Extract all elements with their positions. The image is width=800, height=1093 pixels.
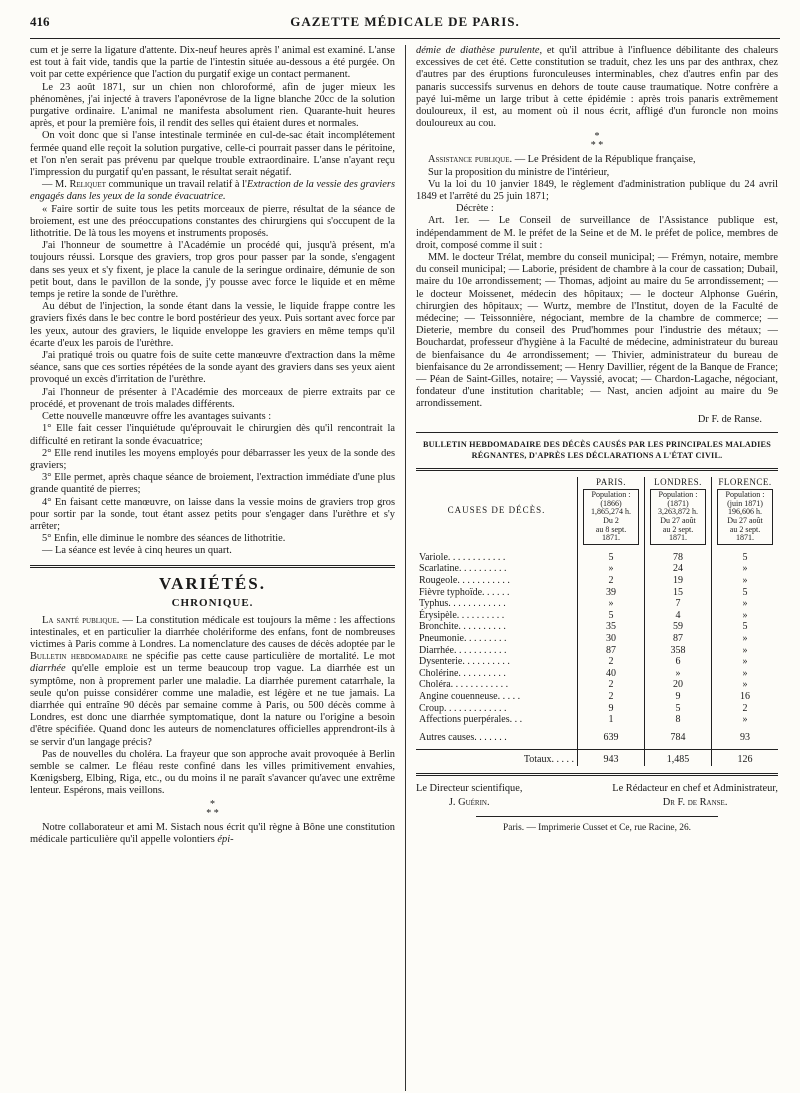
value-cell: 2 [578,575,645,587]
value-cell: 59 [645,621,712,633]
value-cell: 78 [645,552,712,564]
value-cell: » [712,656,779,668]
column-rule [405,45,406,1091]
value-cell: 2 [712,703,779,715]
asterism: * * * [590,131,604,152]
paragraph: J'ai l'honneur de soumettre à l'Académie un procédé qui, jusqu'à présent, m'a toujours réussi. Lorsque des graviers, trop gros pour passer par la sonde, s'engagent dans ses yeux et s'y fixent, je place la canule de la seringue ordinaire, démunie de son petit bout, dans le pavillon de la sonde, j'y pousse avec force le liquide et en même temps je retire la sonde de l'urèthre. [30,240,395,301]
divider [416,773,778,776]
city-header-londres: LONDRES. [645,477,712,489]
value-cell: 5 [712,621,779,633]
list-item: 1° Elle fait cesser l'inquiétude qu'éprouvait le chirurgien dès qu'il rencontrait la difficulté en retirant la sonde évacuatrice; [30,423,395,447]
table-row [416,563,778,575]
paragraph: Pas de nouvelles du choléra. La frayeur que son approche avait provoquée à Berlin semble se calmer. Le fléau reste confiné dans les villes primitivement envahies, Kœnigsberg, Elbing, Riga, etc., ou du moins il ne paraît s'avancer qu'avec une extrême lenteur. Espérons, mais veillons. [30,748,395,797]
value-cell: » [712,645,779,657]
population-cell: Population : (1871) 3,263,872 h. Du 27 août au 2 sept. 1871. [645,488,712,546]
author-name: Reliquet [69,179,106,191]
value-cell: 19 [645,575,712,587]
divider [416,468,778,471]
paragraph: Le 23 août 1871, sur un chien non chloroformé, afin de juger mieux les phénomènes, j'ai injecté à travers l'aponévrose de la ligne blanche 20cc de la solution purgative ordinaire. L'animal ne manifesta absolument rien. Quarante-huit heures après, et pour la première fois, il rendit des selles qui étaient dures et normales. [30,81,395,130]
value-cell: 6 [645,656,712,668]
table-row [416,645,778,657]
value-cell: 358 [645,645,712,657]
table-row-totaux: Totaux. . . . . 943 1,485 126 [416,750,778,766]
city-header-paris: PARIS. [578,477,645,489]
cause-cell: Angine couenneuse. . . . . [419,690,521,702]
cause-cell: Cholérine. . . . . . . . . . [419,667,506,679]
assistance-paragraph: Assistance publique. — Le Président de la République française, [428,154,696,166]
value-cell: 5 [712,587,779,599]
running-title: GAZETTE MÉDICALE DE PARIS. [290,14,520,29]
value-cell: 39 [578,587,645,599]
section-title: VARIÉTÉS. [159,573,266,593]
value-cell: » [712,679,779,691]
cause-cell: Érysipèle. . . . . . . . . . [419,609,505,621]
printer-line: Paris. — Imprimerie Cusset et Ce, rue Racine, 26. [503,822,691,833]
value-cell: » [712,563,779,575]
value-cell: 2 [578,656,645,668]
table-row [416,691,778,703]
city-header-florence: FLORENCE. [712,477,779,489]
article-title: Extraction de la vessie des graviers engagés dans les yeux de la sonde évacuatrice. [30,179,395,203]
rubric-label: Assistance publique. [428,154,513,166]
table-row [416,668,778,680]
paragraph: cum et je serre la ligature d'attente. Dix-neuf heures après l' animal est examiné. L'anse est tout à fait vide, tandis que la partie de l'intestin située au-dessous a été purgée. On voit par cette expérience que l'action du purgatif exige un contact permanent. [30,45,395,81]
causes-header: CAUSES DE DÉCÈS. [447,505,546,516]
article: Art. 1er. — Le Conseil de surveillance de l'Assistance publique est, indépendamment de M. le préfet de la Seine et de M. le préfet de police, membres de droit, composé comme il suit : [416,215,778,251]
list-item: 4° En faisant cette manœuvre, on laisse dans la vessie moins de graviers trop gros pour sortir par la sonde, tout étant assez petits pour s'engager dans l'urèthre et s'y arrêter; [30,496,395,532]
value-cell: 5 [578,552,645,564]
cause-cell: Pneumonie. . . . . . . . . [419,633,507,644]
cause-cell: Variole. . . . . . . . . . . . [419,551,506,563]
right-column [410,45,778,1091]
paragraph: Au début de l'injection, la sonde étant dans la vessie, le liquide frappe contre les graviers fixés dans le bec contre le bord postérieur des yeux. Puis sortant avec force par les yeux, autour des graviers, le liquide enveloppe les graviers en même temps qu'il écarte d'eux les parois de l'urèthre. [30,301,395,349]
value-cell: 30 [578,633,645,645]
paragraph: Cette nouvelle manœuvre offre les avantages suivants : [42,411,272,423]
divider [476,816,718,817]
reliquet-paragraph: — M. Reliquet communique un travail relatif à l'Extraction de la vessie des graviers engagés dans les yeux de la sonde évacuatrice. [30,179,395,203]
paragraph: J'ai pratiqué trois ou quatre fois de suite cette manœuvre d'extraction dans la même séance, sans que ces sorties répétées de la sonde ayant des graviers dans ses yeux aient provoqué un excès d'irritation de l'urèthre. [30,350,395,386]
table-row [416,575,778,587]
value-cell: 5 [578,610,645,622]
value-cell: 2 [578,691,645,703]
divider [416,432,778,433]
value-cell: » [712,575,779,587]
paragraph: Vu la loi du 10 janvier 1849, le règlement d'administration publique du 24 avril 1849 et l'arrêté du 25 juin 1871; [416,178,778,203]
paragraph: On voit donc que si l'anse intestinale terminée en cul-de-sac était incomplétement fermée quand elle reçoit la solution purgative, celle-ci pourrait passer dans le péritoine, et l'on n'en serait pas prévenu par quelque trouble extraordinaire. L'anse n'ayant reçu l'impression du purgatif qu'en passant, le résultat serait négatif. [30,130,395,179]
sante-paragraph: La santé publique. — La constitution médicale est toujours la même : les affections intestinales, et en particulier la diarrhée cholériforme des enfans, font de nombreuses victimes à Paris comme à Londres. La nomenclature des causes de décès adoptée par le Bulletin hebdomadaire ne spécifie pas cette cause particulière de mortalité. Le mot diarrhée qu'elle emploie est un terme beaucoup trop vague. La diarrhée est un symptôme, non à proprement parler une maladie. La diarrhée purement catarrhale, la seule qu'on puisse considérer comme une maladie, est légère et ne tue jamais. La diarrhée qui entraîne 90 décès par semaine comme à Paris, ou 500 décès comme à Londres, est donc une diarrhée symptomatique, dont la nature ou l'origine a besoin d'être spécifiée. Quand donc les auteurs de nomenclatures officielles apprendront-ils à se servir d'un langage précis? [30,614,395,748]
value-cell: » [578,598,645,610]
cause-cell: Affections puerpérales. . . [419,714,523,726]
value-cell: 5 [645,703,712,715]
table-row [416,598,778,610]
signature: Dr F. de Ranse. [697,413,762,425]
paragraph: Notre collaborateur et ami M. Sistach nous écrit qu'il règne à Bône une constitution médicale particulière qu'il appelle volontiers épi- [30,821,395,845]
value-cell: » [712,714,779,726]
decree-word: Décrète : [456,203,494,215]
table-row [416,587,778,599]
cause-cell: Dysenterie. . . . . . . . . . [419,656,510,668]
value-cell: 2 [578,679,645,691]
value-cell: 9 [578,703,645,715]
value-cell: » [578,563,645,575]
page-header [30,14,780,39]
table-row [416,703,778,715]
list-item: 2° Elle rend inutiles les moyens employés pour débarrasser les yeux de la sonde des graviers; [30,447,395,471]
bulletin-title: BULLETIN HEBDOMADAIRE DES DÉCÈS CAUSÉS PAR LES PRINCIPALES MALADIES RÉGNANTES, D'APRÈS LES DÉCLARATIONS A L'ÉTAT CIVIL. [423,439,771,460]
paragraph: — La séance est levée à cinq heures un quart. [42,545,232,557]
table-row [416,610,778,622]
cause-cell: Diarrhée. . . . . . . . . . . [419,644,507,656]
value-cell: » [712,633,779,645]
rubric-label: La santé publique. [42,614,120,626]
table-row [416,656,778,668]
population-cell: Population : (1866) 1,865,274 h. Du 2 au 8 sept. 1871. [578,488,645,546]
table-row [416,621,778,633]
page-number: 416 [30,14,50,29]
members-list: MM. le docteur Trélat, membre du conseil municipal; — Frémyn, notaire, membre du conseil municipal; — Laborie, président de chambre à la cour de cassation; Dubail, maire du 10e arrondissement; — Thomas, adjoint au maire du 5e arrondissement; — le docteur Moissenet, médecin des hôpitaux; — le docteur Alphonse Guérin, chirurgien des hôpitaux; — Wurtz, membre de l'Institut, doyen de la Faculté de médecine; — Teissonnière, négociant, membre de la chambre de commerce; — Dieterie, membre du conseil des Prud'hommes pour l'industrie des métaux; — Bouchardat, professeur d'hygiène à la Faculté de médecine, administrateur du bureau de bienfaisance du 4e arrondissement; — Thivier, administrateur du bureau de bienfaisance du 2e arrondissement; — Henry Davillier, régent de la Banque de France; — Péan de Saint-Gilles, notaire; — Vayssié, avocat; — Chardon-Lagache, négociant, fondateur d'une institution charitable; — Nast, ancien adjoint au maire du 9e arrondissement. [416,252,778,410]
cause-cell: Croup. . . . . . . . . . . . . [419,702,507,714]
cause-cell: Bronchite. . . . . . . . . . [419,621,506,633]
death-stats-table [416,477,778,766]
table-row [416,679,778,691]
value-cell: 35 [578,621,645,633]
value-cell: 1 [578,714,645,726]
value-cell: 9 [645,691,712,703]
paragraph: J'ai l'honneur de présenter à l'Académie des morceaux de pierre extraits par ce procédé, et provenant de trois malades différents. [30,386,395,410]
cause-cell: Scarlatine. . . . . . . . . . [419,563,507,575]
table-row [416,633,778,645]
paragraph: Sur la proposition du ministre de l'intérieur, [428,166,610,178]
value-cell: 5 [712,552,779,564]
value-cell: 24 [645,563,712,575]
table-row [416,552,778,564]
value-cell: » [712,668,779,680]
population-cell: Population : (juin 1871) 196,606 h. Du 27 août au 2 sept. 1871. [712,488,779,546]
table-row-autres: Autres causes. . . . . . . 639 784 93 [416,732,778,744]
table-row [416,714,778,726]
value-cell: 4 [645,610,712,622]
cause-cell: Rougeole. . . . . . . . . . . [419,575,510,587]
director: Le Directeur scientifique, J. Guérin. [416,782,523,808]
paragraph: démie de diathèse purulente, et qu'il attribue à l'influence débilitante des chaleurs excessives de cet été. Cette constitution se traduit, chez les uns par des anthrax, chez d'autres par des éruptions furonculeuses interminables, chez d'autres enfin par des panaris successifs survenus en dehors de toute cause traumatique. Notre confrère a payé lui-même un large tribut à cette épidémie : après trois panaris extrêmement douloureux, il est, au moment où il nous écrit, affligé d'un furoncle non moins douloureux au cou. [416,45,778,130]
cause-cell: Typhus. . . . . . . . . . . . [419,598,506,610]
list-item: 3° Elle permet, après chaque séance de broiement, l'extraction immédiate d'une plus grande quantité de pierres; [30,472,395,496]
value-cell: 40 [578,668,645,680]
value-cell: » [712,610,779,622]
value-cell: 87 [645,633,712,645]
masthead-footer [416,782,778,810]
list-item: 5° Enfin, elle diminue le nombre des séances de lithotritie. [42,533,286,545]
section-divider [30,565,395,568]
value-cell: 8 [645,714,712,726]
cause-cell: Fièvre typhoïde. . . . . . [419,586,510,598]
cause-cell: Choléra. . . . . . . . . . . . [419,679,509,691]
value-cell: 87 [578,645,645,657]
value-cell: 15 [645,587,712,599]
value-cell: » [712,598,779,610]
value-cell: 16 [712,691,779,703]
value-cell: 20 [645,679,712,691]
subsection-title: CHRONIQUE. [171,596,254,609]
value-cell: 7 [645,598,712,610]
paragraph: « Faire sortir de suite tous les petits morceaux de pierre, résultat de la séance de broiement, est une des préoccupations constantes des chirurgiens qui s'occupent de la lithotritie. De là tous les moyens et instruments proposés. [30,203,395,240]
editor: Le Rédacteur en chef et Administrateur, Dr F. de Ranse. [612,782,778,808]
value-cell: » [645,668,712,680]
left-column [30,45,401,1091]
asterism: * * * [206,798,219,819]
